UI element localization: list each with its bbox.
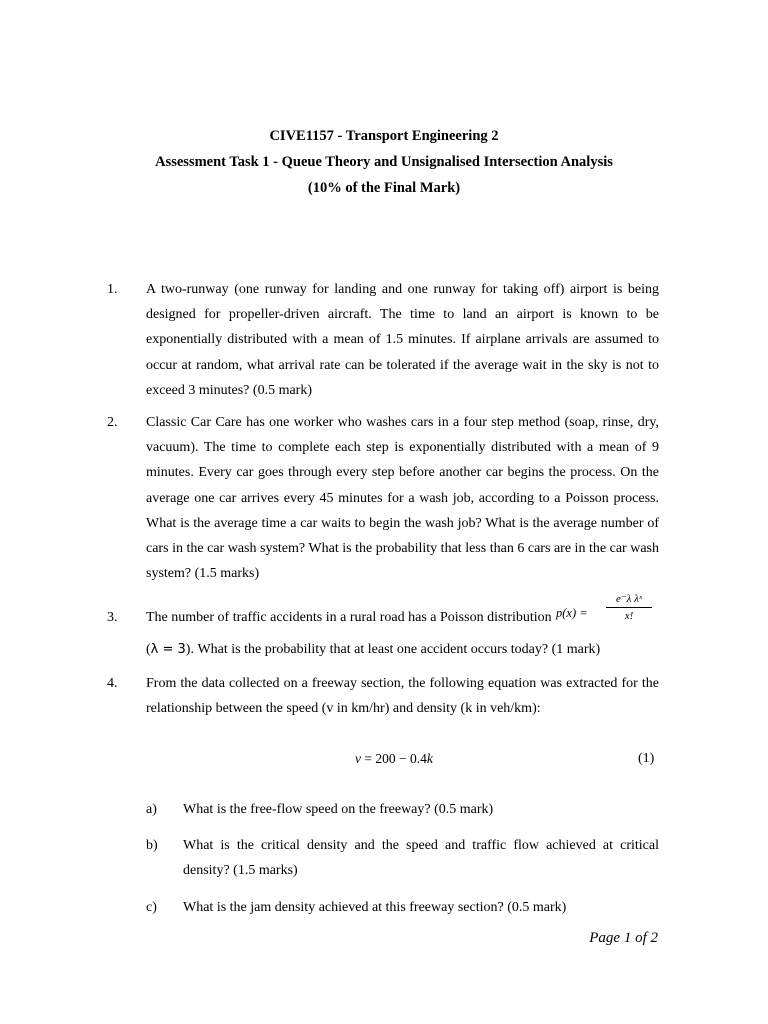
poisson-formula-denominator: x! xyxy=(624,610,634,622)
speed-density-equation xyxy=(355,748,433,770)
question-2-number: 2. xyxy=(107,415,118,430)
equation-number: (1) xyxy=(638,751,655,766)
poisson-formula-numerator: e⁻λ λˣ xyxy=(615,593,643,605)
question-1-number: 1. xyxy=(107,282,118,297)
assessment-title: Assessment Task 1 - Queue Theory and Unsignalised Intersection Analysis xyxy=(155,154,613,170)
lambda-open-paren: ( xyxy=(146,642,151,657)
course-title: CIVE1157 - Transport Engineering 2 xyxy=(269,128,499,144)
question-4-number: 4. xyxy=(107,676,118,691)
question-3-text-rest: ). What is the probability that at least one accident occurs today? (1 mark) xyxy=(185,642,601,657)
equation-middle: = 200 − 0.4 xyxy=(361,751,427,766)
poisson-formula-lhs: p(x) = xyxy=(556,606,588,620)
part-c-label: c) xyxy=(146,900,157,915)
question-3-number: 3. xyxy=(107,610,118,625)
part-a-text: What is the free-flow speed on the freeway? (0.5 mark) xyxy=(183,802,494,817)
page-number: Page 1 of 2 xyxy=(589,930,658,946)
fraction-bar xyxy=(606,607,652,608)
poisson-formula-fraction xyxy=(606,592,652,623)
part-c-text: What is the jam density achieved at this freeway section? (0.5 mark) xyxy=(183,900,567,915)
equation-k: k xyxy=(426,751,433,766)
question-3-text-line-1: The number of traffic accidents in a rural road has a Poisson distribution xyxy=(146,610,552,625)
equation-v: v xyxy=(355,751,361,766)
lambda-value: λ = 3 xyxy=(150,642,186,657)
part-b-label: b) xyxy=(146,838,158,853)
part-a-label: a) xyxy=(146,802,157,817)
question-2-text: Classic Car Care has one worker who washes cars in a four step method (soap, rinse, dry, vacuum). The time to complete each step is exponentially distributed with a mean of 9 minutes. Every car goes through every step before another car begins the process. On the average one car arrives every 45 minutes for a wash job, according to a Poisson process. What is the average time a car waits to begin the wash job? What is the average number of cars in the car wash system? What is the probability that less than 6 cars are in the car wash system? (1.5 marks) xyxy=(146,415,659,582)
assessment-weight: (10% of the Final Mark) xyxy=(307,180,461,196)
question-3-text-line-2 xyxy=(146,637,600,662)
question-4-text: From the data collected on a freeway section, the following equation was extracted for the relationship between the speed (v in km/hr) and density (k in veh/km): xyxy=(146,676,659,717)
part-b-text: What is the critical density and the speed and traffic flow achieved at critical density? (1.5 marks) xyxy=(183,838,659,879)
question-1-text: A two-runway (one runway for landing and one runway for taking off) airport is being designed for propeller-driven aircraft. The time to land an airport is known to be exponentially distributed with a mean of 1.5 minutes. If airplane arrivals are assumed to occur at random, what arrival rate can be tolerated if the average wait in the sky is not to exceed 3 minutes? (0.5 mark) xyxy=(146,282,659,398)
